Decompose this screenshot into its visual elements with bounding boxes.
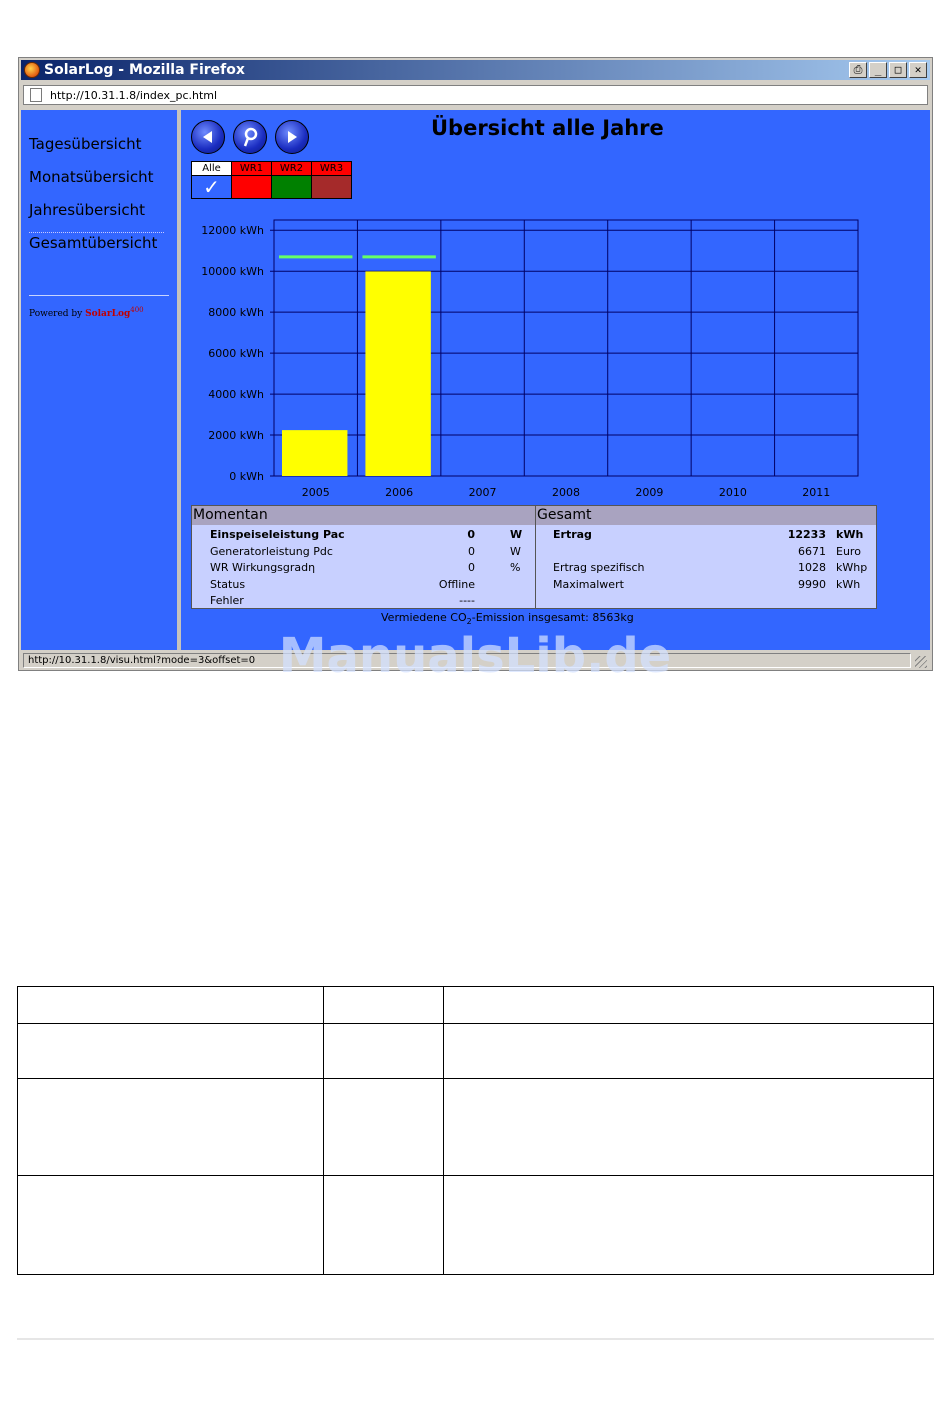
momentan-row	[192, 594, 535, 610]
gesamt-row-label: Ertrag	[553, 528, 592, 541]
sidebar-item-gesamtuebersicht[interactable]: Gesamtübersicht	[29, 234, 158, 252]
title-bar	[21, 60, 930, 80]
arrow-right-icon	[283, 128, 301, 146]
table-cell	[444, 1079, 934, 1176]
window-title: SolarLog - Mozilla Firefox	[44, 62, 245, 78]
co2-prefix: Vermiedene CO	[381, 611, 467, 624]
page-icon	[30, 88, 42, 102]
powered-by	[29, 306, 144, 319]
inverter-swatch-wr3[interactable]	[312, 176, 352, 199]
inverter-header-wr3[interactable]: WR3	[312, 162, 352, 176]
arrow-left-icon	[199, 128, 217, 146]
y-tick-label: 0 kWh	[229, 470, 264, 483]
momentan-row-value: Offline	[438, 577, 475, 591]
table-cell	[324, 987, 444, 1024]
gesamt-row	[536, 561, 876, 577]
magnifier-icon	[239, 126, 261, 148]
close-button[interactable]: ✕	[909, 62, 927, 78]
gesamt-panel	[536, 506, 876, 608]
info-panel	[191, 505, 877, 609]
address-bar[interactable]	[23, 85, 928, 105]
table-cell	[18, 1079, 324, 1176]
gesamt-row-value: 1028	[798, 561, 826, 574]
gesamt-title: Gesamt	[536, 506, 876, 525]
momentan-row	[192, 545, 535, 561]
momentan-row-value: ----	[459, 594, 475, 607]
browser-window	[18, 57, 933, 671]
momentan-row	[192, 528, 535, 544]
maximize-button[interactable]: □	[889, 62, 907, 78]
gesamt-row-unit: kWh	[836, 577, 861, 591]
y-tick-label: 4000 kWh	[208, 388, 264, 402]
gesamt-row-label: Ertrag spezifisch	[553, 561, 645, 574]
sidebar-rule	[29, 295, 169, 296]
momentan-row-unit: W	[510, 528, 523, 541]
table-cell	[324, 1176, 444, 1275]
powered-brand[interactable]: SolarLog	[85, 309, 131, 319]
footer-divider	[17, 1338, 934, 1340]
table-cell	[18, 987, 324, 1024]
sidebar-item-jahresuebersicht[interactable]: Jahresübersicht	[29, 201, 146, 219]
print-icon[interactable]: ⎙	[849, 62, 867, 78]
yield-chart	[181, 206, 930, 496]
search-button[interactable]	[233, 120, 267, 154]
y-tick-label: 12000 kWh	[201, 224, 264, 238]
powered-prefix: Powered by	[29, 309, 83, 319]
sidebar-item-tagesuebersicht[interactable]: Tagesübersicht	[29, 135, 142, 153]
watermark: ManualsLib.de	[278, 628, 672, 684]
firefox-icon	[24, 62, 40, 78]
momentan-row-unit: W	[510, 544, 521, 558]
x-tick-label: 2005	[301, 486, 330, 496]
status-text: http://10.31.1.8/visu.html?mode=3&offset=0	[23, 653, 911, 668]
bar-2006	[365, 271, 430, 476]
sidebar	[21, 110, 181, 650]
table-cell	[324, 1079, 444, 1176]
table-cell	[324, 1024, 444, 1079]
previous-button[interactable]	[191, 120, 225, 154]
table-cell	[444, 1176, 934, 1275]
table-cell	[18, 1176, 324, 1275]
inverter-header-alle[interactable]: Alle	[192, 162, 232, 176]
momentan-title: Momentan	[192, 506, 535, 525]
y-tick-label: 2000 kWh	[208, 429, 264, 443]
gesamt-row-value: 9990	[798, 577, 826, 591]
y-tick-label: 8000 kWh	[208, 306, 264, 320]
table-cell	[18, 1024, 324, 1079]
next-button[interactable]	[275, 120, 309, 154]
x-tick-label: 2011	[802, 486, 831, 496]
momentan-row-value: 0	[467, 528, 475, 541]
gesamt-row-unit: kWhp	[836, 561, 868, 574]
x-tick-label: 2009	[635, 486, 664, 496]
x-tick-label: 2010	[718, 486, 747, 496]
momentan-row-label: Fehler	[210, 594, 244, 607]
inverter-header-wr1[interactable]: WR1	[232, 162, 272, 176]
table-cell	[444, 987, 934, 1024]
momentan-panel	[192, 506, 536, 608]
gesamt-row	[536, 528, 876, 544]
gesamt-row-label: Maximalwert	[553, 577, 624, 591]
empty-table	[17, 986, 934, 1275]
table-cell	[444, 1024, 934, 1079]
sidebar-divider	[29, 232, 164, 233]
gesamt-row-unit: Euro	[836, 544, 861, 558]
powered-model: 400	[130, 306, 144, 314]
co2-suffix: -Emission insgesamt: 8563kg	[471, 611, 634, 624]
y-tick-label: 10000 kWh	[201, 265, 264, 279]
momentan-row-value: 0	[468, 561, 475, 574]
momentan-row	[192, 578, 535, 594]
x-tick-label: 2006	[385, 486, 414, 496]
momentan-row	[192, 561, 535, 577]
gesamt-row	[536, 545, 876, 561]
momentan-row-value: 0	[468, 544, 475, 558]
gesamt-row	[536, 578, 876, 594]
gesamt-row-value: 12233	[787, 528, 826, 541]
momentan-row-label: Einspeiseleistung Pac	[210, 528, 345, 541]
momentan-row-label: Status	[210, 577, 246, 591]
minimize-button[interactable]: _	[869, 62, 887, 78]
page-content	[21, 110, 930, 650]
plot-frame	[274, 220, 858, 476]
x-tick-label: 2007	[468, 486, 497, 496]
inverter-swatch-wr2[interactable]	[272, 176, 312, 199]
gesamt-row-unit: kWh	[836, 528, 864, 541]
inverter-swatch-wr1[interactable]	[232, 176, 272, 199]
bar-2005	[282, 430, 347, 476]
y-tick-label: 6000 kWh	[208, 347, 264, 361]
x-tick-label: 2008	[552, 486, 580, 496]
co2-sub: 2	[466, 617, 472, 627]
inverter-header-wr2[interactable]: WR2	[272, 162, 312, 176]
sidebar-item-monatsuebersicht[interactable]: Monatsübersicht	[29, 168, 154, 186]
inverter-selector	[191, 161, 352, 199]
momentan-row-unit: %	[510, 561, 521, 574]
momentan-row-label: WR Wirkungsgradη	[210, 561, 316, 574]
gesamt-row-value: 6671	[798, 544, 826, 558]
address-url[interactable]: http://10.31.1.8/index_pc.html	[50, 88, 218, 102]
main-panel	[181, 110, 930, 650]
momentan-row-label: Generatorleistung Pdc	[210, 544, 333, 558]
co2-note	[381, 611, 634, 626]
page-title: Übersicht alle Jahre	[431, 116, 664, 140]
check-icon[interactable]: ✓	[192, 176, 232, 199]
